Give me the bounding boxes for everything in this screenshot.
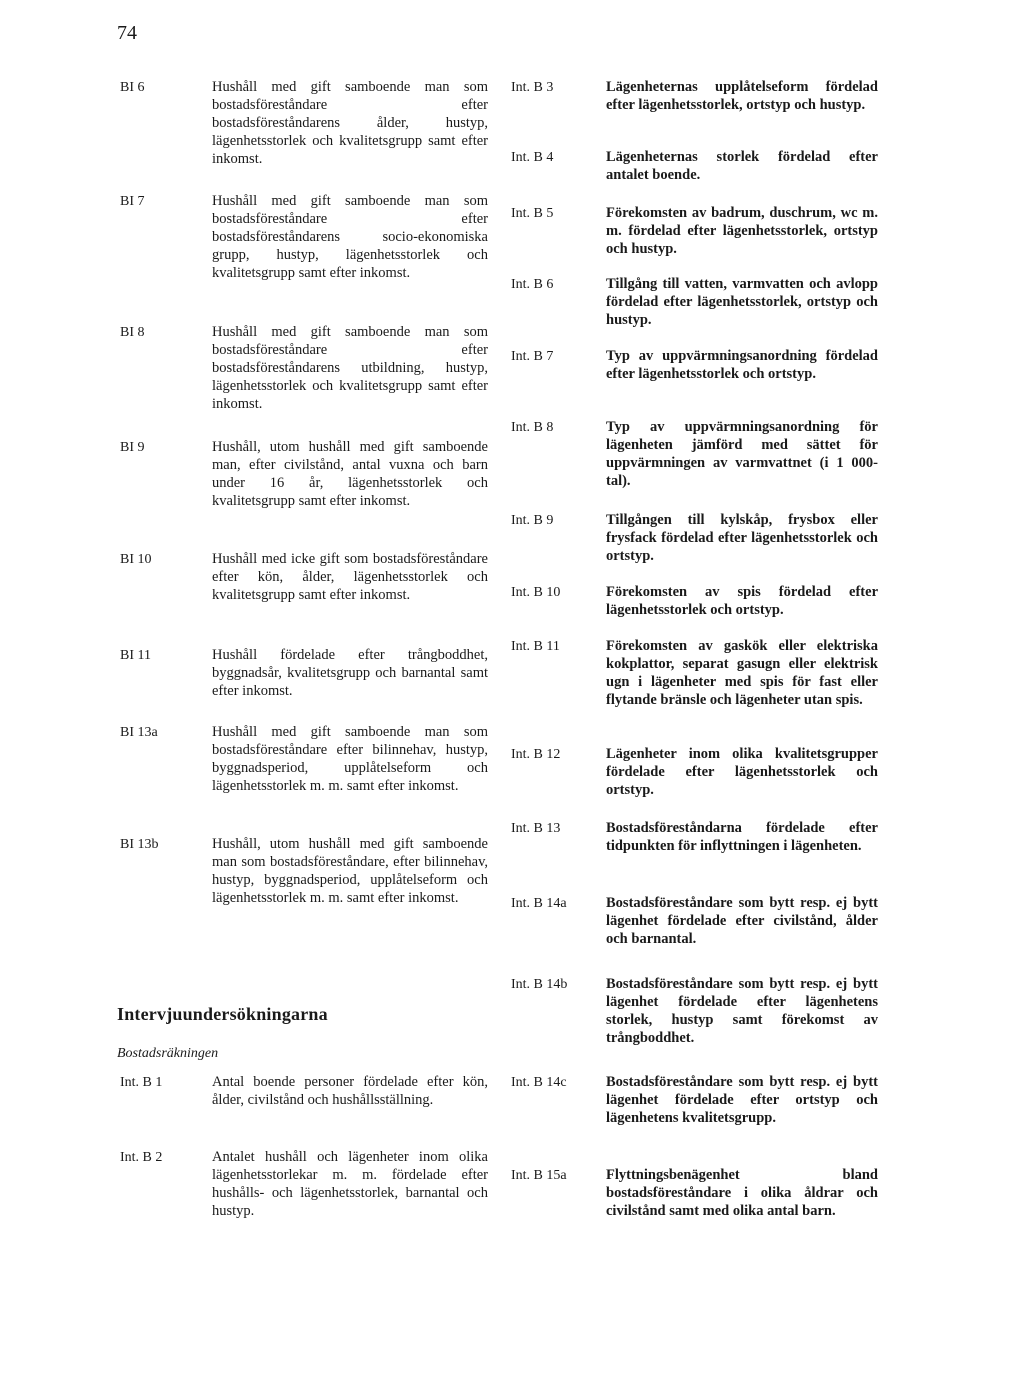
entry-description: Hushåll med gift samboende man som bostadsföreståndare efter bostadsföreståndarens ålder, hustyp, lägenhetsstorlek och kvalitetsgrupp samt efter inkomst. — [212, 79, 488, 167]
entry-description: Bostadsföreståndarna fördelade efter tidpunkten för inflyttningen i lägenheten. — [606, 820, 878, 854]
entry-code: Int. B 10 — [511, 585, 561, 600]
entry-code: BI 6 — [120, 80, 145, 95]
entry-description: Förekomsten av badrum, duschrum, wc m. m. fördelad efter lägenhetsstorlek, ortstyp och hustyp. — [606, 205, 878, 257]
section-title: Intervjuundersökningarna — [117, 1004, 328, 1024]
entry-description: Lägenheter inom olika kvalitetsgrupper fördelade efter lägenhetsstorlek och ortstyp. — [606, 746, 878, 798]
entry-code: Int. B 11 — [511, 639, 560, 654]
entry-code: Int. B 3 — [511, 80, 554, 95]
entry-description: Hushåll, utom hushåll med gift samboende man, efter civilstånd, antal vuxna och barn under 16 år, lägenhetsstorlek och kvalitetsgrupp samt efter inkomst. — [212, 439, 488, 509]
entry-code: BI 8 — [120, 325, 145, 340]
entry-description: Flyttningsbenägenhet bland bostadsföreståndare i olika åldrar och civilstånd samt med olika antal barn. — [606, 1167, 878, 1219]
entry-code: Int. B 14c — [511, 1075, 567, 1090]
entry-code: Int. B 9 — [511, 513, 554, 528]
entry-description: Hushåll fördelade efter trångboddhet, byggnadsår, kvalitetsgrupp och barnantal samt efter inkomst. — [212, 647, 488, 699]
entry-code: Int. B 2 — [120, 1150, 163, 1165]
entry-code: Int. B 1 — [120, 1075, 163, 1090]
entry-code: BI 13b — [120, 837, 159, 852]
entry-code: Int. B 6 — [511, 277, 554, 292]
entry-description: Bostadsföreståndare som bytt resp. ej bytt lägenhet fördelade efter civilstånd, ålder och barnantal. — [606, 895, 878, 947]
entry-code: Int. B 12 — [511, 747, 561, 762]
entry-description: Hushåll med icke gift som bostadsföreståndare efter kön, ålder, lägenhetsstorlek och kvalitetsgrupp samt efter inkomst. — [212, 551, 488, 603]
entry-code: Int. B 15a — [511, 1168, 567, 1183]
entry-description: Bostadsföreståndare som bytt resp. ej bytt lägenhet fördelade efter ortstyp och lägenhetens kvalitetsgrupp. — [606, 1074, 878, 1126]
entry-description: Lägenheternas upplåtelseform fördelad efter lägenhetsstorlek, ortstyp och hustyp. — [606, 79, 878, 113]
entry-code: Int. B 4 — [511, 150, 554, 165]
page-number: 74 — [117, 22, 137, 44]
entry-code: BI 10 — [120, 552, 152, 567]
entry-description: Förekomsten av spis fördelad efter lägenhetsstorlek och ortstyp. — [606, 584, 878, 618]
entry-code: Int. B 7 — [511, 349, 554, 364]
entry-description: Tillgång till vatten, varmvatten och avlopp fördelad efter lägenhetsstorlek, ortstyp och hustyp. — [606, 276, 878, 328]
entry-description: Typ av uppvärmningsanordning för lägenheten jämförd med sättet för uppvärmningen av varmvattnet (i 1 000-tal). — [606, 419, 878, 489]
entry-code: BI 7 — [120, 194, 145, 209]
entry-code: Int. B 8 — [511, 420, 554, 435]
entry-code: Int. B 14a — [511, 896, 567, 911]
sub-title: Bostadsräkningen — [117, 1046, 219, 1061]
entry-description: Typ av uppvärmningsanordning fördelad efter lägenhetsstorlek och ortstyp. — [606, 348, 878, 382]
entry-code: BI 11 — [120, 648, 151, 663]
entry-description: Antal boende personer fördelade efter kön, ålder, civilstånd och hushållsställning. — [212, 1074, 488, 1108]
entry-description: Tillgången till kylskåp, frysbox eller frysfack fördelad efter lägenhetsstorlek och ortstyp. — [606, 512, 878, 564]
entry-description: Lägenheternas storlek fördelad efter antalet boende. — [606, 149, 878, 183]
entry-description: Förekomsten av gaskök eller elektriska kokplattor, separat gasugn eller elektrisk ugn i lägenheter med spis för fast eller flytande bränsle och lägenheter utan spis. — [606, 638, 878, 708]
entry-code: Int. B 13 — [511, 821, 561, 836]
entry-description: Antalet hushåll och lägenheter inom olika lägenhetsstorlekar m. m. fördelade efter hushålls- och lägenhetsstorlek, barnantal och hustyp. — [212, 1149, 488, 1219]
entry-description: Hushåll med gift samboende man som bostadsföreståndare efter bostadsföreståndarens socio-ekonomiska grupp, hustyp, lägenhetsstorlek och kvalitetsgrupp samt efter inkomst. — [212, 193, 488, 281]
entry-description: Bostadsföreståndare som bytt resp. ej bytt lägenhet fördelade efter lägenhetens storlek, hustyp samt förekomst av trångboddhet. — [606, 976, 878, 1046]
entry-code: BI 9 — [120, 440, 145, 455]
entry-description: Hushåll med gift samboende man som bostadsföreståndare efter bostadsföreståndarens utbildning, hustyp, lägenhetsstorlek och kvalitetsgrupp samt efter inkomst. — [212, 324, 488, 412]
entry-description: Hushåll med gift samboende man som bostadsföreståndare efter bilinnehav, hustyp, byggnadsperiod, upplåtelseform och lägenhetsstorlek m. m. samt efter inkomst. — [212, 724, 488, 794]
entry-description: Hushåll, utom hushåll med gift samboende man som bostadsföreståndare, efter bilinnehav, hustyp, byggnadsperiod, upplåtelseform och lägenhetsstorlek m. m. samt efter inkomst. — [212, 836, 488, 906]
entry-code: BI 13a — [120, 725, 158, 740]
entry-code: Int. B 14b — [511, 977, 568, 992]
entry-code: Int. B 5 — [511, 206, 554, 221]
